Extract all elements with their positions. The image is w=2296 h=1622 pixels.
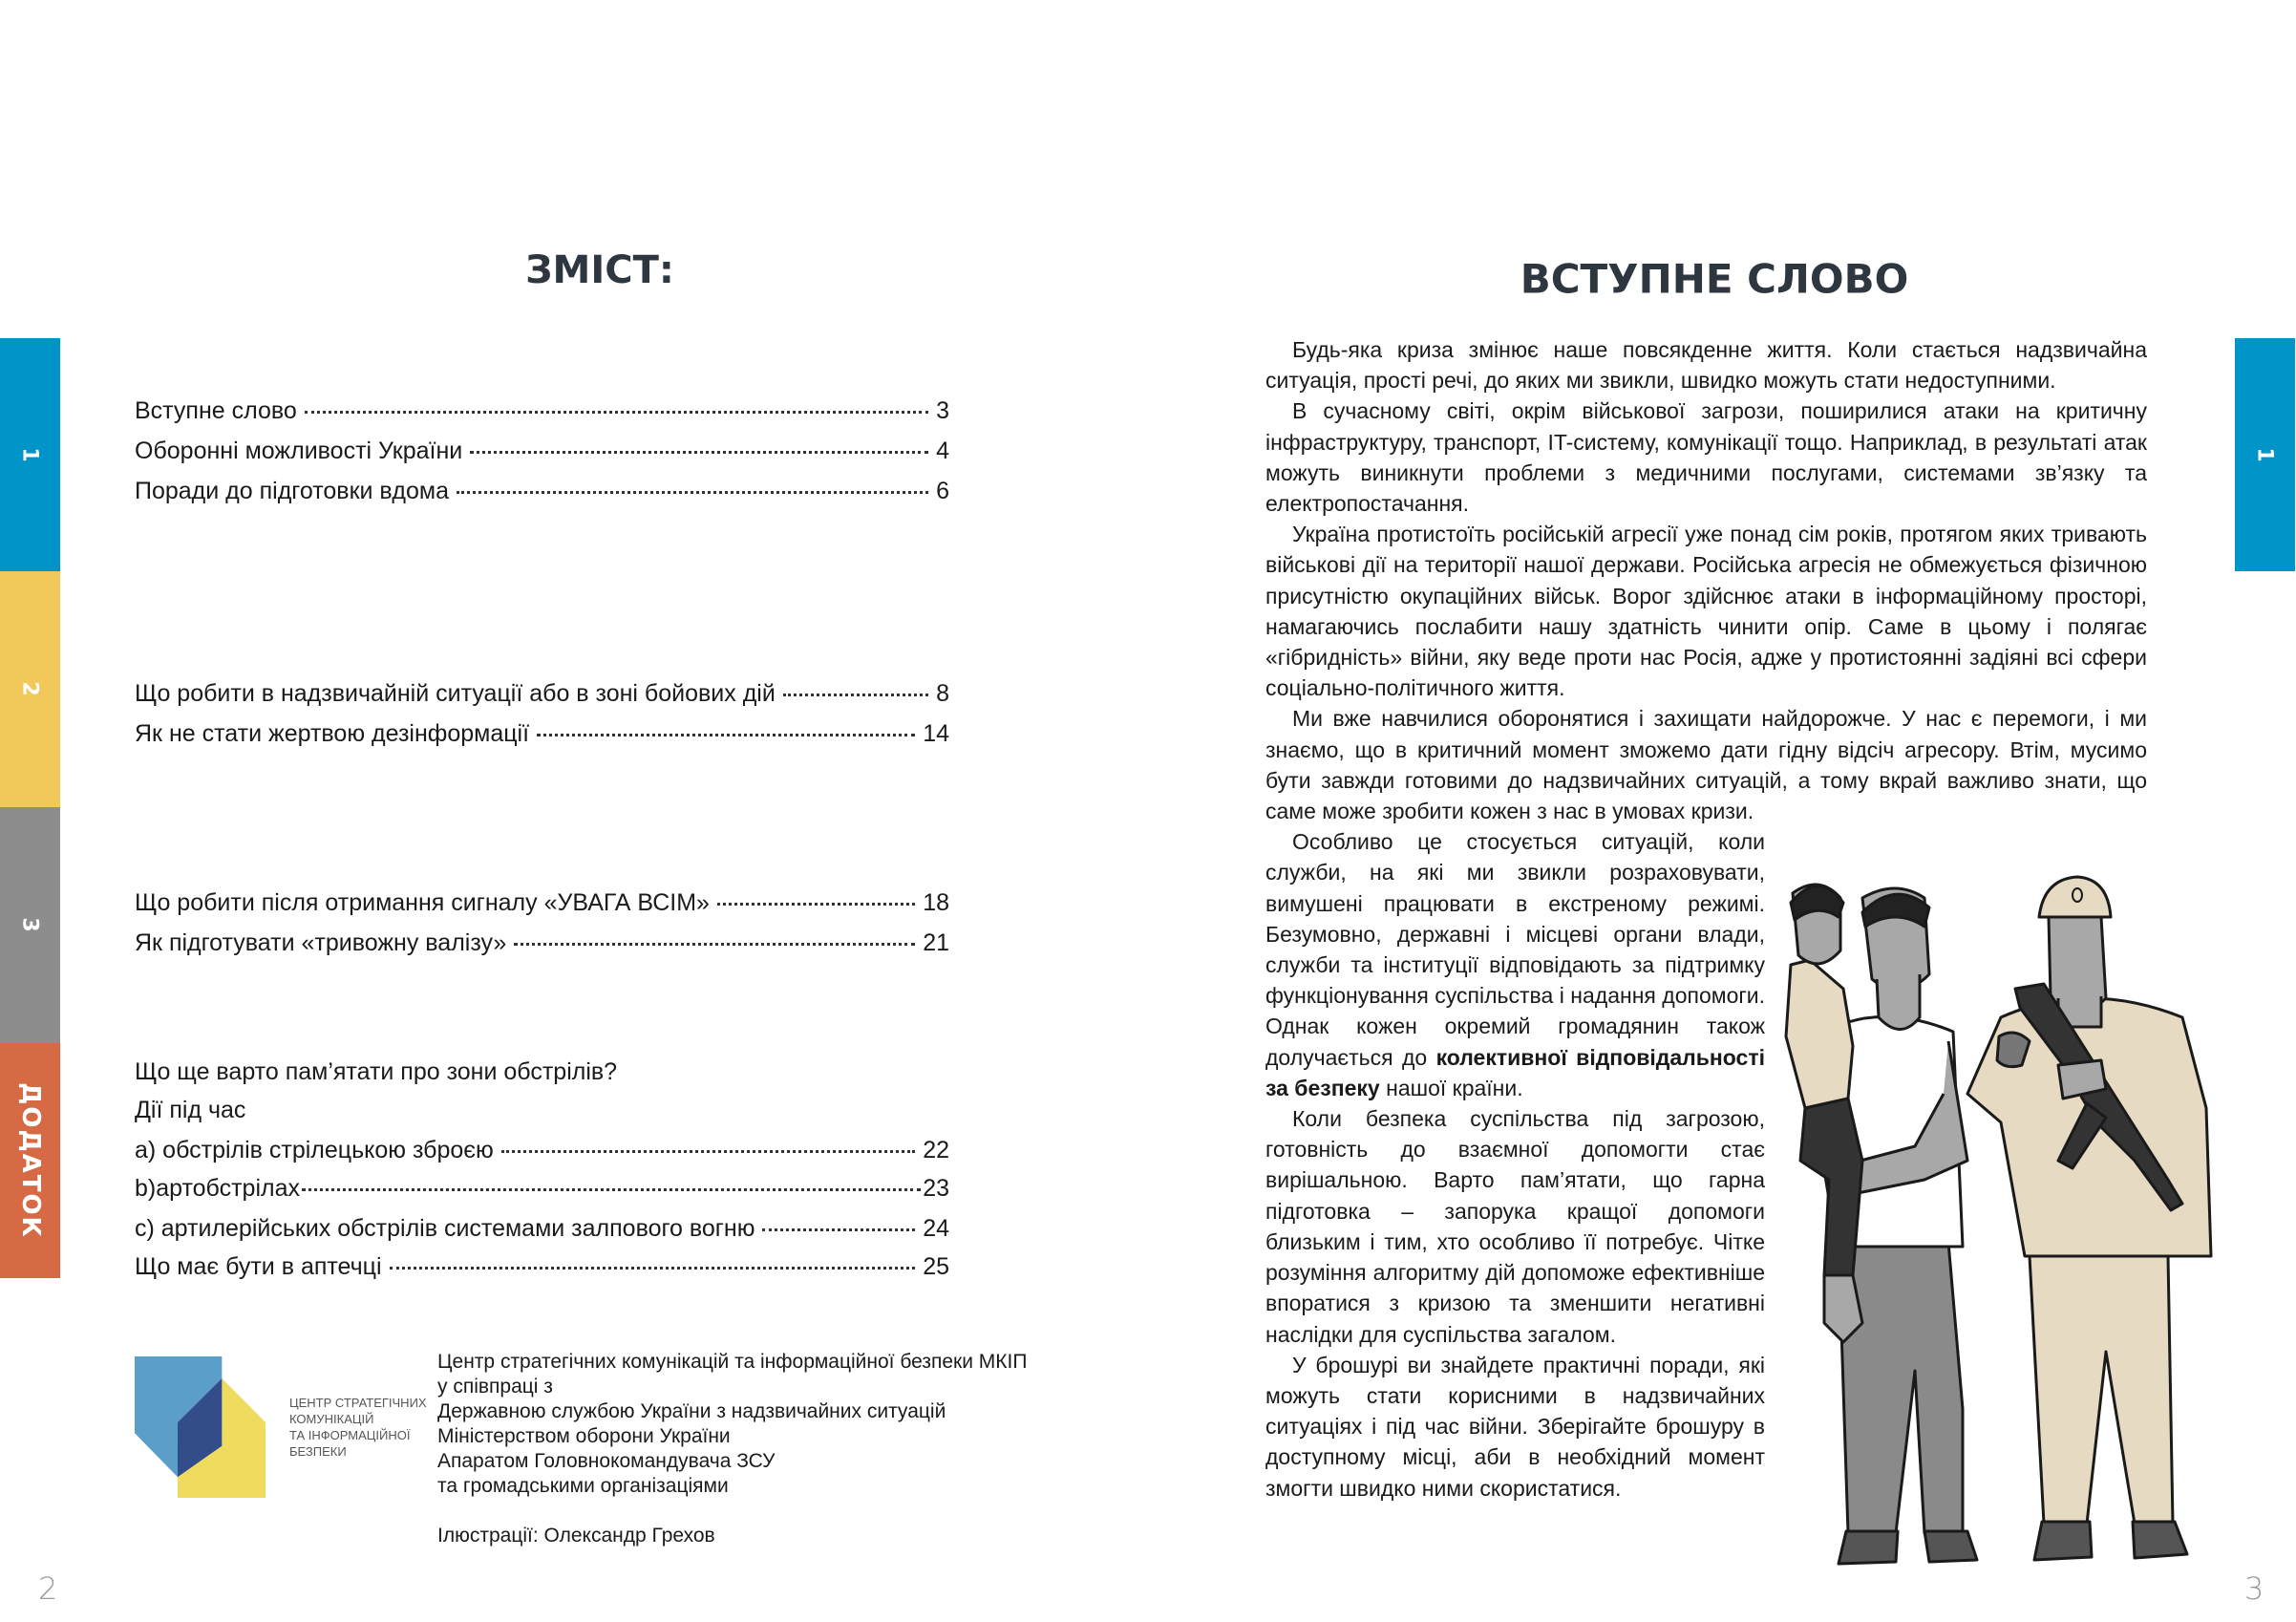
center-logo xyxy=(135,1356,266,1498)
toc-item[interactable]: Вступне слово 3 xyxy=(135,397,949,424)
section-tab-2[interactable]: 2 xyxy=(0,571,60,807)
toc-item[interactable]: а) обстрілів стрілецькою зброєю 22 xyxy=(135,1137,949,1163)
dot-leader xyxy=(783,694,928,696)
paragraph: Коли безпека суспільства під загрозою, готовність до взаємної допомогти стає вирішальною. Варто пам’ятати, що гарна підготовка – запорука кращої допомоги близьким і тим, хто особливо її потребує. Чітке розуміння алгоритму дій допоможе ефективніше впоратися з кризою та зменшити негативні наслідки для суспільства загалом. xyxy=(1265,1106,1765,1347)
dot-leader xyxy=(305,411,928,414)
paragraph: Ми вже навчилися оборонятися і захищати найдорожче. У нас є перемоги, і ми знаємо, що в критичний момент зможемо дати гідну відсіч агресору. Втім, мусимо бути завжди готовими до надзвичайних ситуацій, а тому вкрай важливо знати, що саме може зробити кожен з нас в умовах кризи. xyxy=(1265,706,2147,824)
page-number-left: 2 xyxy=(38,1570,58,1607)
dot-leader xyxy=(501,1150,915,1153)
paragraph: Будь-яка криза змінює наше повсякденне життя. Коли стається надзвичайна ситуація, прості речі, до яких ми звикли, швидко можуть стати недоступними. xyxy=(1265,337,2147,394)
paragraph: Особливо це стосується ситуацій, коли служби, на які ми звикли розраховувати, вимушені працювати в екстреному режимі. Безумовно, державні і місцеві органи влади, служби та інституції відповідають за підтримку функціонування суспільства і надання допомоги. Однак кожен окремий громадянин також долучається до колективної відповідальності за безпеку нашої країни. xyxy=(1265,829,1765,1100)
illustrator-credit: Ілюстрації: Олександр Грехов xyxy=(437,1525,715,1547)
toc-item[interactable]: Як не стати жертвою дезінформації 14 xyxy=(135,720,949,747)
dot-leader xyxy=(302,1188,921,1191)
emphasis: колективної відповідальності за безпеку xyxy=(1265,1044,1765,1100)
section-tab-3[interactable]: 3 xyxy=(0,807,60,1043)
section-tab-1[interactable]: 1 xyxy=(0,338,60,571)
toc-question: Що ще варто пам’ятати про зони обстрілів? xyxy=(135,1058,618,1085)
credits: Центр стратегічних комунікацій та інформаційної безпеки МКІП у співпраці з Державною службою України з надзвичайних ситуацій Міністерством оборони України Апаратом Головнокомандувача ЗСУ та громадськими організаціями Ілюстрації: Олександр Грехов xyxy=(437,1351,1028,1547)
dot-leader xyxy=(717,903,915,906)
toc-item[interactable]: Що має бути в аптечці 25 xyxy=(135,1253,949,1280)
paragraph: У брошурі ви знайдете практичні поради, які можуть стати корисними в надзвичайних ситуаціях і під час війни. Зберігайте брошуру в доступному місці, аби в необхідний момент змогти швидко ними скористатися. xyxy=(1265,1352,1765,1501)
dot-leader xyxy=(470,451,928,454)
toc-item[interactable]: Як підготувати «тривожну валізу» 21 xyxy=(135,929,949,956)
people-illustration xyxy=(1772,874,2230,1576)
dot-leader xyxy=(457,491,928,494)
intro-title: ВСТУПНЕ СЛОВО xyxy=(1520,255,1909,303)
section-tab-addon[interactable]: ДОДАТОК xyxy=(0,1043,60,1278)
toc-item[interactable]: Що робити в надзвичайній ситуації або в зоні бойових дій 8 xyxy=(135,680,949,707)
toc-item[interactable]: Що робити після отримання сигналу «УВАГА ВСІМ» 18 xyxy=(135,889,949,916)
toc-item[interactable]: c) артилерійських обстрілів системами залпового вогню 24 xyxy=(135,1215,949,1242)
toc-item[interactable]: b)артобстрілах 23 xyxy=(135,1175,949,1202)
toc-during: Дії під час xyxy=(135,1097,246,1123)
toc-item[interactable]: Поради до підготовки вдома 6 xyxy=(135,478,949,504)
page-number-right: 3 xyxy=(2244,1570,2264,1607)
logo-text: ЦЕНТР СТРАТЕГІЧНИХ КОМУНІКАЦІЙ ТА ІНФОРМАЦІЙНОЇ БЕЗПЕКИ xyxy=(289,1396,427,1459)
section-tab-1-right[interactable]: 1 xyxy=(2235,338,2295,571)
paragraph: В сучасному світі, окрім військової загрози, поширилися атаки на критичну інфраструктуру, транспорт, IT-систему, комунікації тощо. Наприклад, в результаті атак можуть виникнути проблеми з медичними послугами, системами зв’язку та електропостачання. xyxy=(1265,398,2147,517)
dot-leader xyxy=(537,734,915,736)
dot-leader xyxy=(390,1267,916,1270)
toc-item[interactable]: Оборонні можливості України 4 xyxy=(135,438,949,464)
dot-leader xyxy=(514,943,915,946)
toc-title: ЗМІСТ: xyxy=(525,248,674,292)
paragraph: Україна протистоїть російській агресії уже понад сім років, протягом яких тривають військові дії на території нашої держави. Російська агресія не обмежується фізичною присутністю окупаційних військ. Ворог здійснює атаки в інформаційному просторі, намагаючись послабити нашу здатність чинити опір. Саме в цьому і полягає «гібридність» війни, яку веде проти нас Росія, адже у протистоянні задіяні всі сфери соціально-політичного життя. xyxy=(1265,522,2147,701)
dot-leader xyxy=(762,1228,915,1231)
